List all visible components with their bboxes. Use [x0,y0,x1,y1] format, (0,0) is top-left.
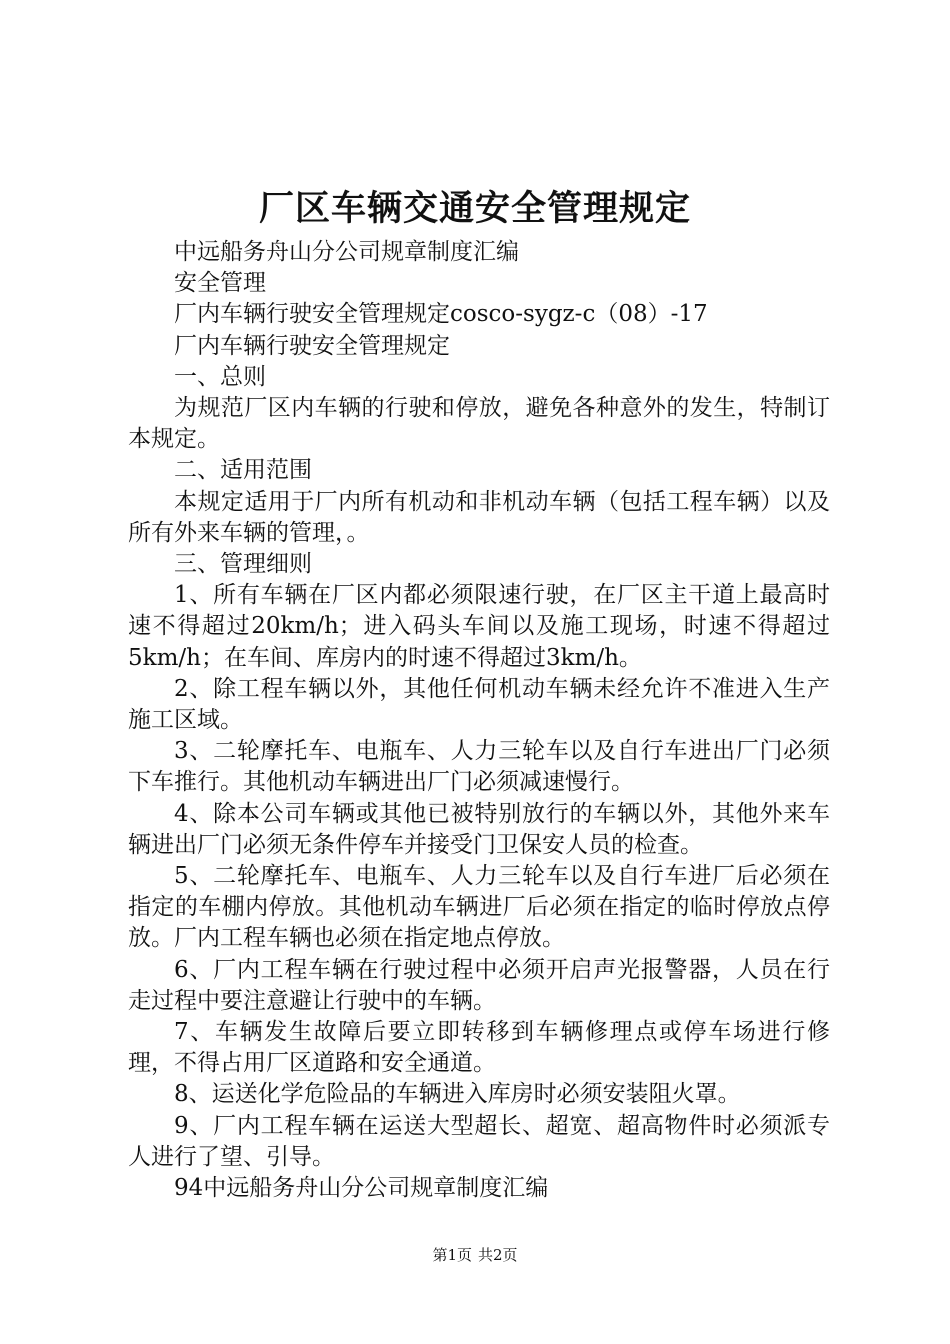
section-heading-general: 一、总则 [174,363,266,390]
document-body [128,237,830,1204]
rule-item-1: 1、所有车辆在厂区内都必须限速行驶，在厂区主干道上最高时速不得超过20km/h；进入码头车间以及施工现场，时速不得超过5km/h；在车间、库房内的时速不得超过3km/h。 [128,582,830,671]
rule-item-4: 4、除本公司车辆或其他已被特别放行的车辆以外，其他外来车辆进出厂门必须无条件停车并接受门卫保安人员的检查。 [128,800,830,858]
regulation-name-line: 厂内车辆行驶安全管理规定 [174,332,450,359]
paragraph-scope: 本规定适用于厂内所有机动和非机动车辆（包括工程车辆）以及所有外来车辆的管理，。 [128,488,830,546]
document-title: 厂区车辆交通安全管理规定 [258,188,691,229]
rule-item-5: 5、二轮摩托车、电瓶车、人力三轮车以及自行车进厂后必须在指定的车棚内停放。其他机动车辆进厂后必须在指定的临时停放点停放。厂内工程车辆也必须在指定地点停放。 [128,863,830,952]
header-line: 中远船务舟山分公司规章制度汇编 [174,239,519,265]
page-number: 第1页 [432,1246,472,1264]
category-line: 安全管理 [174,270,266,297]
page-total: 共2页 [478,1246,518,1264]
rule-item-8: 8、运送化学危险品的车辆进入库房时必须安装阻火罩。 [174,1081,741,1108]
rule-item-9: 9、厂内工程车辆在运送大型超长、超宽、超高物件时必须派专人进行了望、引导。 [128,1112,830,1170]
paragraph-general: 为规范厂区内车辆的行驶和停放，避免各种意外的发生，特制订本规定。 [128,395,830,453]
rule-item-2: 2、除工程车辆以外，其他任何机动车辆未经允许不准进入生产施工区域。 [128,675,830,734]
rule-item-6: 6、厂内工程车辆在行驶过程中必须开启声光报警器，人员在行走过程中要注意避让行驶中的车辆。 [128,956,830,1014]
section-heading-scope: 二、适用范围 [174,457,312,484]
rule-item-7: 7、车辆发生故障后要立即转移到车辆修理点或停车场进行修理，不得占用厂区道路和安全通道。 [128,1019,830,1077]
rule-item-3: 3、二轮摩托车、电瓶车、人力三轮车以及自行车进出厂门必须下车推行。其他机动车辆进出厂门必须减速慢行。 [128,738,830,796]
page-source-line: 94中远船务舟山分公司规章制度汇编 [174,1175,549,1202]
section-heading-rules: 三、管理细则 [174,551,312,578]
regulation-code-line: 厂内车辆行驶安全管理规定cosco-sygz-c（08）-17 [174,301,708,328]
page-footer [0,1245,950,1265]
